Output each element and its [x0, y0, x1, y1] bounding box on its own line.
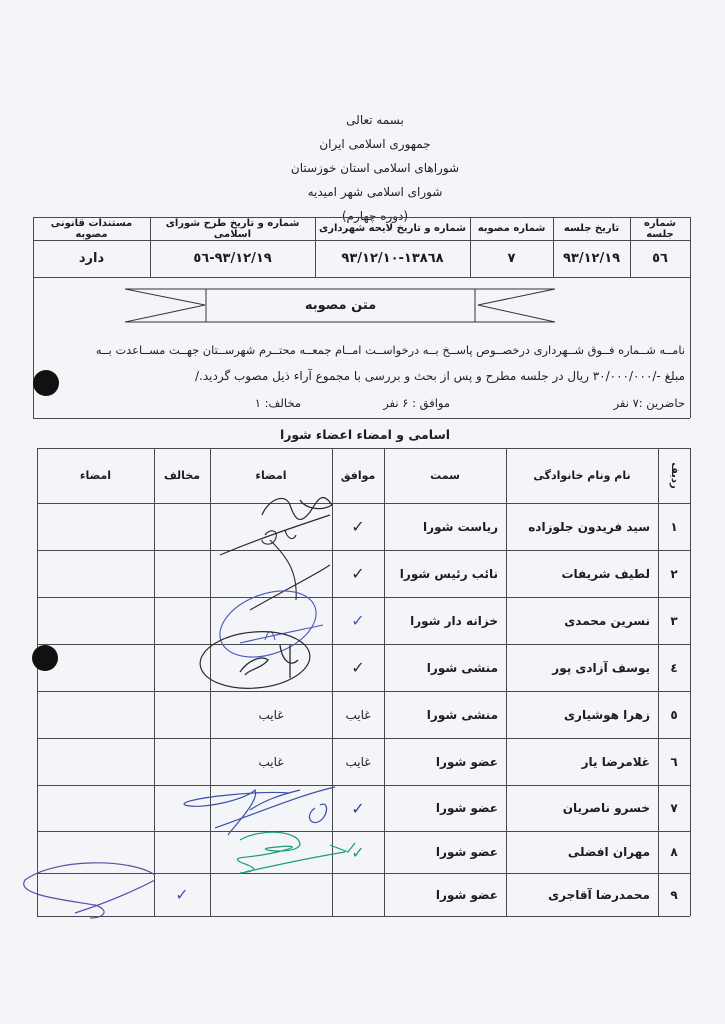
- agree-check-mark-icon: ✓: [351, 564, 365, 583]
- header-signature-2: امضاء: [79, 469, 112, 482]
- member-position: ریاست شورا: [423, 519, 498, 534]
- header-line-province-councils: شوراهای اسلامی استان خوزستان: [290, 161, 460, 175]
- oppose-cell: [154, 831, 210, 873]
- box-border: [690, 277, 691, 418]
- resolution-text-line-2: مبلغ -/۳۰/۰۰۰/۰۰۰ ریال در جلسه مطرح و پس از بحث و بررسی با مجموع آراء ذیل مصوب گردید./: [195, 369, 685, 383]
- resolution-text-line-1: نامــه شــماره فــوق شــهرداری درخصــوص پاســخ بــه درخواســت امــام جمعــه محتــرم شهرســتان جهــت مســاعدت بــه: [95, 343, 685, 357]
- header-signature: امضاء: [255, 469, 287, 482]
- signature-cell: [210, 644, 332, 691]
- oppose-cell: [154, 644, 210, 691]
- oppose-cell: [154, 503, 210, 550]
- signature-cell: [210, 831, 332, 873]
- row-number: ٥: [670, 707, 678, 722]
- header-council-plan: شماره و تاریخ طرح شورای اسلامی: [165, 217, 300, 240]
- header-position: سمت: [430, 469, 460, 482]
- agree-check-mark-icon: ✓: [351, 842, 365, 862]
- header-row-number: [658, 448, 690, 503]
- signature-2-cell: [37, 597, 154, 644]
- member-position: عضو شورا: [435, 887, 498, 902]
- member-name: زهرا هوشیاری: [564, 707, 650, 722]
- agree-check-mark-icon: ✓: [351, 517, 365, 536]
- signature-absent-label: غایب: [258, 707, 284, 722]
- signature-2-cell: [37, 691, 154, 738]
- member-name: لطیف شریفات: [561, 566, 650, 581]
- member-name: غلامرضا یار: [581, 754, 650, 769]
- signature-2-cell: [37, 738, 154, 785]
- table-border: [690, 448, 691, 916]
- member-name: سید فریدون جلوزاده: [528, 519, 650, 534]
- signature-cell: [210, 550, 332, 597]
- value-legal-documents: دارد: [78, 251, 105, 266]
- row-number: ۷: [670, 801, 678, 815]
- oppose-cell: [154, 738, 210, 785]
- row-number: ۹: [670, 887, 678, 902]
- agree-check-mark-icon: ✓: [351, 798, 365, 818]
- header-legal-documents: مستندات قانونی مصوبه: [50, 217, 133, 240]
- banner-title: متن مصوبه: [304, 298, 377, 313]
- signature-cell: [210, 785, 332, 831]
- box-border: [33, 277, 34, 418]
- member-position: عضو شورا: [435, 845, 498, 859]
- agree-check-mark-icon: ✓: [351, 611, 365, 630]
- binder-hole-top: [33, 370, 59, 396]
- agree-absent-label: غایب: [345, 707, 371, 722]
- header-session-date: تاریخ جلسه: [563, 223, 620, 234]
- oppose-cell: [154, 785, 210, 831]
- member-position: نائب رئیس شورا: [399, 566, 498, 581]
- member-position: خزانه دار شورا: [410, 613, 498, 628]
- header-line-country: جمهوری اسلامی ایران: [319, 137, 431, 151]
- header-full-name: نام ونام خانوادگی: [533, 469, 631, 482]
- value-session-number: ٥٦: [652, 251, 668, 266]
- header-municipal-bill: شماره و تاریخ لایحه شهرداری: [319, 223, 466, 234]
- row-number: ۲: [670, 566, 678, 581]
- table-border: [37, 916, 690, 917]
- value-session-date: ۹۳/۱۲/۱۹: [562, 251, 621, 266]
- signature-2-cell: [37, 503, 154, 550]
- signature-cell: [210, 597, 332, 644]
- agree-cell: [332, 873, 384, 916]
- vote-oppose-count: مخالف: ۱: [254, 396, 301, 410]
- signature-2-cell: [37, 831, 154, 873]
- agree-check-mark-icon: ✓: [351, 658, 365, 677]
- signature-cell: [210, 503, 332, 550]
- member-name: یوسف آزادی پور: [552, 660, 650, 675]
- header-line-bismillah: بسمه تعالی: [346, 113, 404, 127]
- header-session-number: شماره جلسه: [644, 217, 676, 240]
- row-number: ٦: [670, 754, 678, 769]
- header-resolution-number: شماره مصوبه: [477, 223, 546, 234]
- members-section-title: اسامی و امضاء اعضاء شورا: [279, 426, 451, 442]
- row-number: ۸: [670, 845, 678, 859]
- vote-agree-count: موافق : ۶ نفر: [383, 396, 450, 410]
- header-line-city-council: شورای اسلامی شهر امیدیه: [307, 185, 443, 199]
- binder-hole-bottom: [32, 645, 58, 671]
- attendance-present: حاضرین :۷ نفر: [613, 396, 685, 410]
- header-row-number-label: ردیف: [668, 462, 680, 489]
- member-position: عضو شورا: [435, 754, 498, 769]
- oppose-cell: [154, 691, 210, 738]
- member-name: خسرو ناصریان: [562, 801, 650, 815]
- row-number: ٤: [670, 660, 678, 675]
- document-header: [200, 108, 550, 228]
- header-oppose: مخالف: [163, 469, 201, 482]
- signature-2-cell: [37, 550, 154, 597]
- header-agree: موافق: [340, 469, 376, 482]
- member-name: محمدرضا آقاجری: [548, 887, 650, 902]
- member-position: عضو شورا: [435, 801, 498, 815]
- signature-cell: [210, 873, 332, 916]
- table-border: [690, 217, 691, 277]
- signature-2-cell: [37, 785, 154, 831]
- box-border: [33, 418, 690, 419]
- member-name: نسرین محمدی: [564, 613, 650, 628]
- table-border: [33, 277, 690, 278]
- value-council-plan: ۹۳/۱۲/۱۹-٥٦: [193, 251, 272, 266]
- member-position: منشی شورا: [426, 660, 498, 675]
- oppose-cell: [154, 550, 210, 597]
- oppose-cell: [154, 597, 210, 644]
- value-resolution-number: ۷: [507, 251, 516, 266]
- member-name: مهران افضلی: [567, 845, 650, 859]
- signature-absent-label: غایب: [258, 754, 284, 769]
- member-position: منشی شورا: [426, 707, 498, 722]
- header-line-term: (دوره چهارم): [341, 209, 409, 223]
- agree-absent-label: غایب: [345, 754, 371, 769]
- signature-2-cell: [37, 873, 154, 916]
- row-number: ۱: [670, 519, 678, 534]
- row-number: ۳: [670, 613, 678, 628]
- oppose-check-mark-icon: ✓: [175, 885, 189, 904]
- value-municipal-bill: ۹۳/۱۲/۱۰-۱۳۸٦۸: [341, 251, 444, 266]
